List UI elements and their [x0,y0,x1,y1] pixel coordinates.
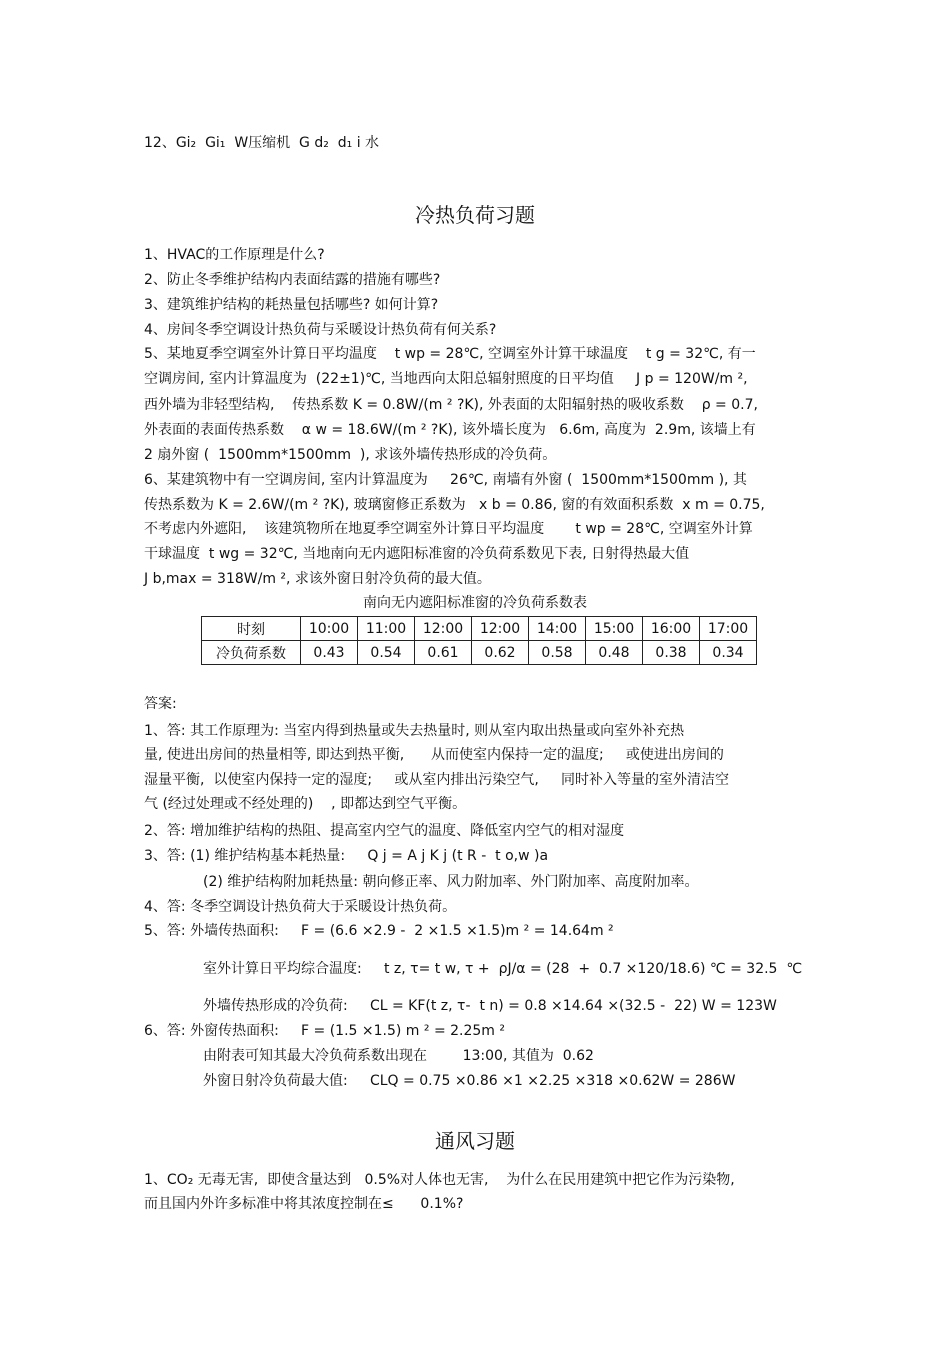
answer-line: 5、答: 外墙传热面积: F = (6.6 ×2.9 - 2 ×1.5 ×1.5)m ² = 14.64m ² [144,923,614,939]
table-row-coefficients [202,641,757,665]
answer-line: 3、答: (1) 维护结构基本耗热量: Q j = A j K j (t R - t o,w )a [144,848,549,864]
table-cell: 16:00 [643,617,700,641]
answer-line: 1、答: 其工作原理为: 当室内得到热量或失去热量时, 则从室内取出热量或向室外补充热 [144,723,685,739]
answer-line: 6、答: 外窗传热面积: F = (1.5 ×1.5) m ² = 2.25m ² [144,1023,506,1039]
cooling-load-coefficient-table [201,616,757,665]
question-line: J b,max = 318W/m ², 求该外窗日射冷负荷的最大值。 [144,571,491,587]
table-cell: 10:00 [301,617,358,641]
question-line: 外表面的表面传热系数 α w = 18.6W/(m ² ?K), 该外墙长度为 6.6m, 高度为 2.9m, 该墙上有 [144,422,756,438]
table-cell: 12:00 [415,617,472,641]
table-row-label: 时刻 [202,617,301,641]
table-cell: 0.58 [529,641,586,665]
table-row-times [202,617,757,641]
question-line: 3、建筑维护结构的耗热量包括哪些? 如何计算? [144,297,439,313]
question-line: 空调房间, 室内计算温度为 (22±1)℃, 当地西向太阳总辐射照度的日平均值 J p = 120W/m ², [144,371,753,387]
table-cell: 0.61 [415,641,472,665]
question-line: 而且国内外许多标准中将其浓度控制在≤ 0.1%? [144,1196,464,1212]
table-cell: 0.34 [700,641,757,665]
table-cell: 17:00 [700,617,757,641]
table-cell: 0.54 [358,641,415,665]
table-cell: 15:00 [586,617,643,641]
question-line: 不考虑内外遮阳, 该建筑物所在地夏季空调室外计算日平均温度 t wp = 28℃, 空调室外计算 [144,521,753,537]
question-line: 4、房间冬季空调设计热负荷与采暖设计热负荷有何关系? [144,322,497,338]
answer-formula-line: 室外计算日平均综合温度: t z, τ= t w, τ + ρJ/α = (28 + 0.7 ×120/18.6) ℃ = 32.5 ℃ [203,961,803,977]
table-cell: 0.48 [586,641,643,665]
question-line: 传热系数为 K = 2.6W/(m ² ?K), 玻璃窗修正系数为 x b = 0.86, 窗的有效面积系数 x m = 0.75, [144,497,765,513]
question-line: 5、某地夏季空调室外计算日平均温度 t wp = 28℃, 空调室外计算干球温度 t g = 32℃, 有一 [144,346,756,362]
table-cell: 12:00 [472,617,529,641]
table-cell: 0.38 [643,641,700,665]
question-line: 1、HVAC的工作原理是什么? [144,247,325,263]
question-line: 6、某建筑物中有一空调房间, 室内计算温度为 26℃, 南墙有外窗 ( 1500mm*1500mm ), 其 [144,472,747,488]
section-title-ventilation: 通风习题 [435,1129,515,1153]
section-title-cooling-heating-load: 冷热负荷习题 [415,203,535,227]
answer-line: 由附表可知其最大冷负荷系数出现在 13:00, 其值为 0.62 [203,1048,594,1064]
question-line: 西外墙为非轻型结构, 传热系数 K = 0.8W/(m ² ?K), 外表面的太阳辐射热的吸收系数 ρ = 0.7, [144,397,758,413]
question-line: 1、CO₂ 无毒无害, 即使含量达到 0.5%对人体也无害, 为什么在民用建筑中把它作为污染物, [144,1172,735,1188]
answer-line: 湿量平衡, 以使室内保持一定的湿度; 或从室内排出污染空气, 同时补入等量的室外清洁空 [144,772,730,788]
question-line: 2、防止冬季维护结构内表面结露的措施有哪些? [144,272,441,288]
table-cell: 0.62 [472,641,529,665]
table-cell: 14:00 [529,617,586,641]
answer-line: 4、答: 冬季空调设计热负荷大于采暖设计热负荷。 [144,899,457,915]
answers-heading: 答案: [144,696,177,712]
question-line: 干球温度 t wg = 32℃, 当地南向无内遮阳标准窗的冷负荷系数见下表, 日射得热最大值 [144,546,690,562]
answer-line: 2、答: 增加维护结构的热阻、提高室内空气的温度、降低室内空气的相对湿度 [144,823,625,839]
answer-line: 外窗日射冷负荷最大值: CLQ = 0.75 ×0.86 ×1 ×2.25 ×318 ×0.62W = 286W [203,1073,736,1089]
question-line: 2 扇外窗 ( 1500mm*1500mm ), 求该外墙传热形成的冷负荷。 [144,447,557,463]
answer-line: 气 (经过处理或不经处理的) , 即都达到空气平衡。 [144,796,467,812]
answer-line: 量, 使进出房间的热量相等, 即达到热平衡, 从而使室内保持一定的温度; 或使进出房间的 [144,747,724,763]
answer-line: 外墙传热形成的冷负荷: CL = KF(t z, τ- t n) = 0.8 ×14.64 ×(32.5 - 22) W = 123W [203,998,777,1014]
table-cell: 11:00 [358,617,415,641]
answer-line: (2) 维护结构附加耗热量: 朝向修正率、风力附加率、外门附加率、高度附加率。 [203,874,699,890]
table-cell: 0.43 [301,641,358,665]
table-row-label: 冷负荷系数 [202,641,301,665]
table-caption: 南向无内遮阳标准窗的冷负荷系数表 [363,595,587,611]
formula-12: 12、Gi₂ Gi₁ W压缩机 G d₂ d₁ i 水 [144,135,380,151]
